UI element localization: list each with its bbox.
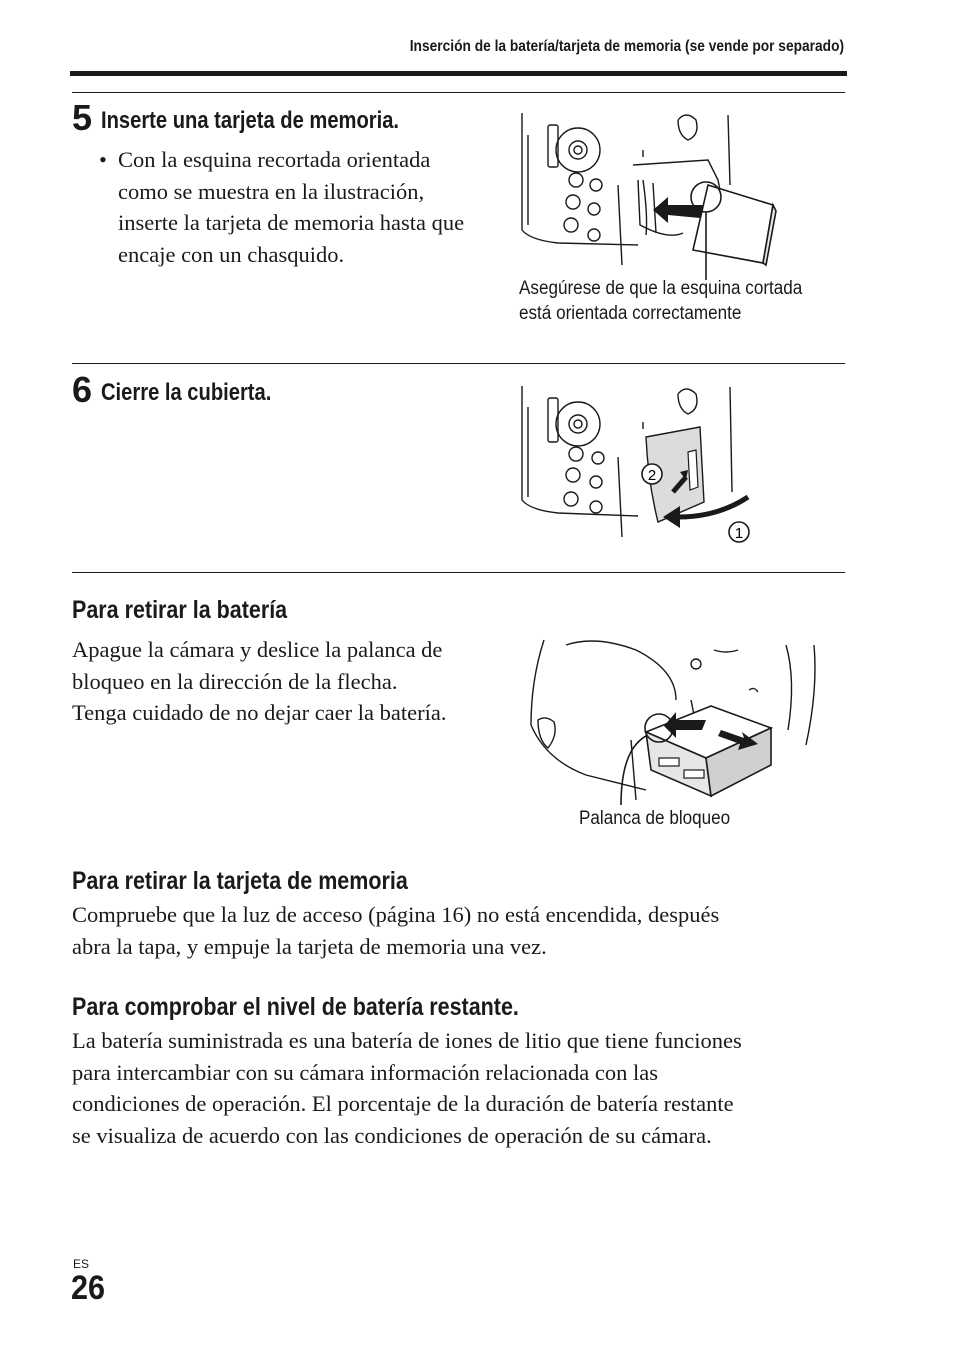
- step5-top-rule: [72, 92, 845, 93]
- step5-body-line: encaje con un chasquido.: [118, 241, 345, 267]
- step6-title: Cierre la cubierta.: [101, 379, 272, 406]
- close-cover-illustration: [518, 382, 758, 547]
- callout-1: 1: [734, 525, 744, 542]
- battery-level-body-line: para intercambiar con su cámara información relacionada con las: [72, 1059, 658, 1085]
- remove-card-body: [72, 899, 719, 962]
- step5-body-line: como se muestra en la ilustración,: [118, 178, 425, 204]
- step5-caption-line: Asegúrese de que la esquina cortada: [519, 278, 803, 299]
- step6-number: 6: [72, 369, 93, 410]
- step5-body-line: Con la esquina recortada orientada: [118, 147, 431, 172]
- header-rule: [70, 71, 847, 76]
- memory-card-insertion-illustration: [518, 105, 788, 280]
- remove-battery-body: [72, 634, 446, 729]
- callout-2: 2: [647, 467, 657, 484]
- step5-title: Inserte una tarjeta de memoria.: [101, 107, 400, 134]
- battery-level-body-line: La batería suministrada es una batería de iones de litio que tiene funciones: [72, 1028, 742, 1053]
- step5-number: 5: [72, 97, 93, 138]
- remove-card-heading: Para retirar la tarjeta de memoria: [72, 867, 408, 895]
- step5-body-line: inserte la tarjeta de memoria hasta que: [118, 210, 465, 235]
- running-header: Inserción de la batería/tarjeta de memoria (se vende por separado): [409, 38, 844, 55]
- battery-level-body-line: condiciones de operación. El porcentaje de la duración de batería restante: [72, 1091, 734, 1116]
- remove-battery-body-line: bloqueo en la dirección de la flecha.: [72, 668, 398, 694]
- remove-battery-body-line: Tenga cuidado de no dejar caer la batería.: [72, 700, 447, 725]
- page-number: 26: [71, 1269, 106, 1307]
- remove-battery-body-line: Apague la cámara y deslice la palanca de: [72, 637, 443, 662]
- battery-level-body: [72, 1025, 742, 1151]
- remove-battery-top-rule: [72, 572, 845, 573]
- step5-body: [118, 144, 464, 270]
- battery-level-heading: Para comprobar el nivel de batería restante.: [72, 993, 519, 1021]
- battery-removal-illustration: [526, 640, 826, 810]
- step5-caption: [519, 276, 802, 326]
- step5-bullet: •: [99, 147, 107, 172]
- battery-level-body-line: se visualiza de acuerdo con las condiciones de operación de su cámara.: [72, 1122, 712, 1148]
- remove-card-body-line: Compruebe que la luz de acceso (página 16) no está encendida, después: [72, 902, 720, 927]
- remove-card-body-line: abra la tapa, y empuje la tarjeta de memoria una vez.: [72, 933, 547, 959]
- language-code: ES: [73, 1257, 90, 1271]
- step5-caption-line: está orientada correctamente: [519, 303, 742, 324]
- remove-battery-heading: Para retirar la batería: [72, 596, 288, 624]
- step6-top-rule: [72, 363, 845, 364]
- lock-lever-caption: Palanca de bloqueo: [579, 808, 731, 829]
